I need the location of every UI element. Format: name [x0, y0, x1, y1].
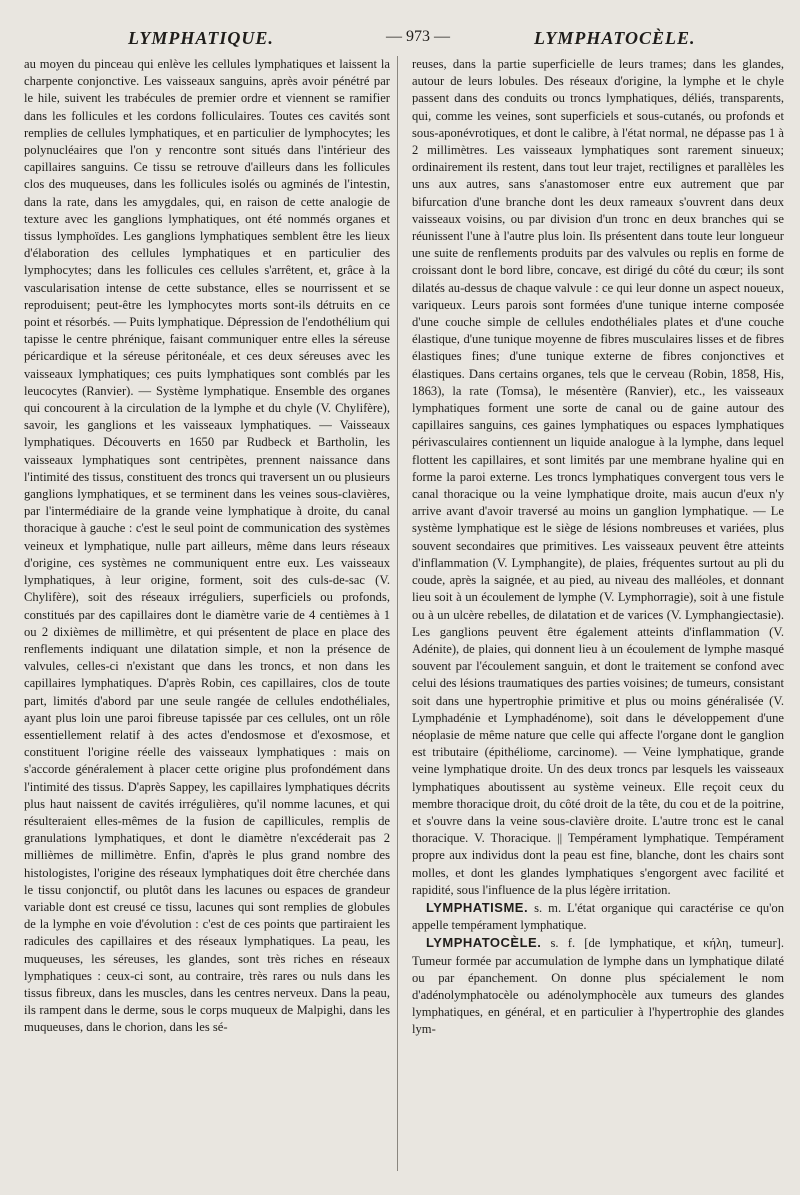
entry-lymphatocele [412, 934, 784, 1038]
text-columns [24, 56, 784, 1186]
entry-lymphatocele-text: s. f. [de lymphatique, et κήλη, tumeur]. Tumeur formée par accumulation de lymphe dans un lymphatique dilaté ou par épanchement. On donne plus spécialement le nom d'adénolymphatocèle ou adénolymphocèle aux tumeurs des glandes lymphatiques, en général, et en particulier à l'hypertrophie des glandes lym- [412, 936, 784, 1037]
entry-lymphatisme-term: LYMPHATISME. [426, 899, 529, 915]
header-right-title: LYMPHATOCÈLE. [534, 28, 696, 48]
entry-lymphatisme-text: s. m. L'état organique qui caractérise ce qu'on appelle tempérament lymphatique. [412, 900, 784, 933]
page-number: — 973 — [386, 28, 450, 45]
right-column [412, 56, 784, 1186]
right-column-text: reuses, dans la partie superficielle de leurs trames; dans les glandes, autour de leurs lobules. Des réseaux d'origine, la lymphe et le chyle passent dans des conduits ou troncs lymphatiques, déliés, transparents, qui, comme les veines, sont superficiels et sous-cutanés, ou profonds et sous-aponévrotiques, et dont le calibre, à l'état normal, ne dépasse pas 1 à 2 millimètres. Les vaisseaux lymphatiques sont rarement sinueux; ordinairement ils restent, dans tout leur trajet, rectilignes et parallèles les uns aux autres, sans s'anastomoser entre eux autrement que par bifurcation d'une branche dont les deux rameaux s'ouvrent dans deux vaisseaux voisins, ou par division d'un tronc en deux branches qui se réunissent l'une à l'autre plus loin. Ils présentent dans toute leur longueur une suite de renflements produits par des valvules ou replis en forme de croissant dont le bord libre, concave, est dirigé du côté du cœur; ils sont dilatés au-dessus de chaque valvule : ce qui leur donne un aspect noueux, variqueux. Leurs parois sont formées d'une tunique interne composée d'une couche simple de cellules endothéliales plates et d'une couche élastique, d'une tunique moyenne de fibres musculaires lisses et de fibres élastiques fines; d'une tunique externe de fibres conjonctives et élastiques. Dans certains organes, tels que le cerveau (Robin, 1858, His, 1863), la rate (Tomsa), le mésentère (Ranvier), etc., les vaisseaux lymphatiques forment une sorte de canal ou de gaine autour des capillaires sanguins, ces gaines lymphatiques ou espaces lymphatiques périvasculaires contiennent un liquide analogue à la lymphe, dans lequel flottent les capillaires, et sont limités par une membrane hyaline qui en forme la paroi externe. Les troncs lymphatiques convergent tous vers le canal thoracique ou la veine lymphatique droite, mais aucun d'eux n'y arrive avant d'avoir traversé au moins un ganglion lymphatique. — Le système lymphatique est le siège de lésions nombreuses et variées, plus souvent secondaires que primitives. Les vaisseaux peuvent être atteints d'inflammation (V. Lymphangite), de plaies, fréquentes surtout au pli du coude, après la saignée, et au pied, au niveau des malléoles, et donnant lieu soit à un écoulement de lymphe (V. Lymphorragie), soit à une fistule ou à un ulcère rebelles, de dilatation et de varices (V. Lymphangiectasie). Les ganglions peuvent être également atteints d'inflammation (V. Adénite), de plaies, qui donnent lieu à un écoulement de lymphe masqué souvent par l'écoulement sanguin, et dont le traitement se confond avec celui des lésions traumatiques des parties voisines; de tumeurs, consistant soit dans une hypertrophie primitive et plus ou moins généralisée (V. Lymphadénie et Lymphadénome), soit dans le développement d'une néoplasie de même nature que celle qui affecte l'organe dont le ganglion est tributaire (épithéliome, carcinome). — Veine lymphatique, grande veine lymphatique droite. Un des deux troncs par lesquels les vaisseaux lymphatiques aboutissent au système veineux. Elle reçoit ceux du membre thoracique droit, du côté droit de la tête, du cou et de la poitrine, et s'ouvre dans la veine sous-clavière droite. L'autre tronc est le canal thoracique. V. Thoracique. || Tempérament lymphatique. Tempérament propre aux individus dont la peau est fine, blanche, dont les chairs sont molles, et dont les glandes lymphatiques s'engorgent avec facilité et rapidité, sous l'influence de la plus légère irritation. [412, 57, 784, 897]
left-column [24, 56, 390, 1186]
header-left-title: LYMPHATIQUE. [128, 28, 274, 48]
left-column-text: au moyen du pinceau qui enlève les cellules lymphatiques et laissent la charpente conjonctive. Les vaisseaux sanguins, après avoir pénétré par le hile, suivent les trabécules de premier ordre et viennent se ramifier dans les follicules et les cordons folliculaires. Toutes ces cavités sont remplies de cellules lymphatiques, et en particulier de lymphocytes; les polynucléaires que l'on y rencontre sont situés dans l'intérieur des capillaires sanguins. Ce tissu se retrouve d'ailleurs dans les follicules clos des muqueuses, dans les follicules isolés ou agminés de l'intestin, dans la rate, dans les amygdales, qui, en raison de cette analogie de texture avec les ganglions lymphatiques, ont été nommés organes et tissus lymphoïdes. Les ganglions lymphatiques semblent être les lieux d'élaboration des cellules lymphatiques et en particulier des lymphocytes; dans les follicules ces cellules s'arrêtent, et, grâce à la vascularisation intense de cette substance, elles se nourrissent et se reproduisent; peut-être les lymphocytes morts sont-ils détruits en ce point et résorbés. — Puits lymphatique. Dépression de l'endothélium qui tapisse le centre phrénique, faisant communiquer entre elles la séreuse péricardique et la séreuse péritonéale, et ces deux séreuses avec les vaisseaux lymphatiques; ces puits lymphatiques sont comblés par les leucocytes (Ranvier). — Système lymphatique. Ensemble des organes qui concourent à la circulation de la lymphe et du chyle (V. Chylifère), savoir, les ganglions et les vaisseaux lymphatiques. — Vaisseaux lymphatiques. Découverts en 1650 par Rudbeck et Bartholin, les vaisseaux lymphatiques sont centripètes, prennent naissance dans l'intimité des tissus, constituent des troncs qui traversent un ou plusieurs ganglions lymphatiques, et se terminent dans les veines sous-clavières, par l'intermédiaire de la grande veine lymphatique à droite, du canal thoracique à gauche : c'est le seul point de communication des systèmes veineux et lymphatique, nulle part ailleurs, même dans leurs réseaux d'origine, ces systèmes ne communiquent entre eux. Les vaisseaux lymphatiques, à leur origine, forment, soit des culs-de-sac (V. Chylifère), soit des réseaux irréguliers, superficiels ou profonds, constitués par des capillaires dont le diamètre varie de 4 centièmes à 1 ou 2 dixièmes de millimètre, et qui présentent de place en place des renflements indiquant une dilatation simple, et non la présence de valvules, celles-ci n'existant que dans les troncs, et non dans les capillaires lymphatiques. D'après Robin, ces capillaires, clos de toute part, limités d'abord par une seule rangée de cellules endothéliales, ayant plus loin une paroi fibreuse tapissée par ces cellules, ont un rôle essentiellement relatif à des actes d'endosmose et d'exosmose, et constituent l'origine réelle des vaisseaux lymphatiques : mais on s'accorde généralement à placer cette origine plus profondément dans l'intimité des tissus. D'après Sappey, les capillaires lymphatiques décrits plus haut naissent de cavités irrégulières, qu'il nomme lacunes, et qui résulteraient elles-mêmes de la fusion de capillicules, remplis de granulations lymphatiques, et dont le diamètre n'excéderait pas 2 millièmes de millimètre. Enfin, d'après le plus grand nombre des histologistes, l'origine des réseaux lymphatiques doit être cherchée dans le tissu conjonctif, ou plutôt dans les lacunes ou espaces de grandeur variable dont est creusé ce tissu, lacunes qui sont remplies de globules de la lymphe en voie d'évolution : c'est de ces points que partiraient les radicules des capillaires et des réseaux lymphatiques. La peau, les muqueuses, les séreuses, les glandes, sont très riches en réseaux lymphatiques : ceux-ci sont, au contraire, très rares ou nuls dans les tissus fibreux, dans les muscles, dans les centres nerveux. Dans la peau, ils rampent dans le derme, sous le corps muqueux de Malpighi, dans les muqueuses, dans le chorion, dans les sé- [24, 57, 390, 1035]
running-header [24, 22, 778, 56]
entry-lymphatocele-term: LYMPHATOCÈLE. [426, 935, 542, 951]
column-divider [397, 56, 398, 1171]
entry-lymphatisme [412, 899, 784, 934]
